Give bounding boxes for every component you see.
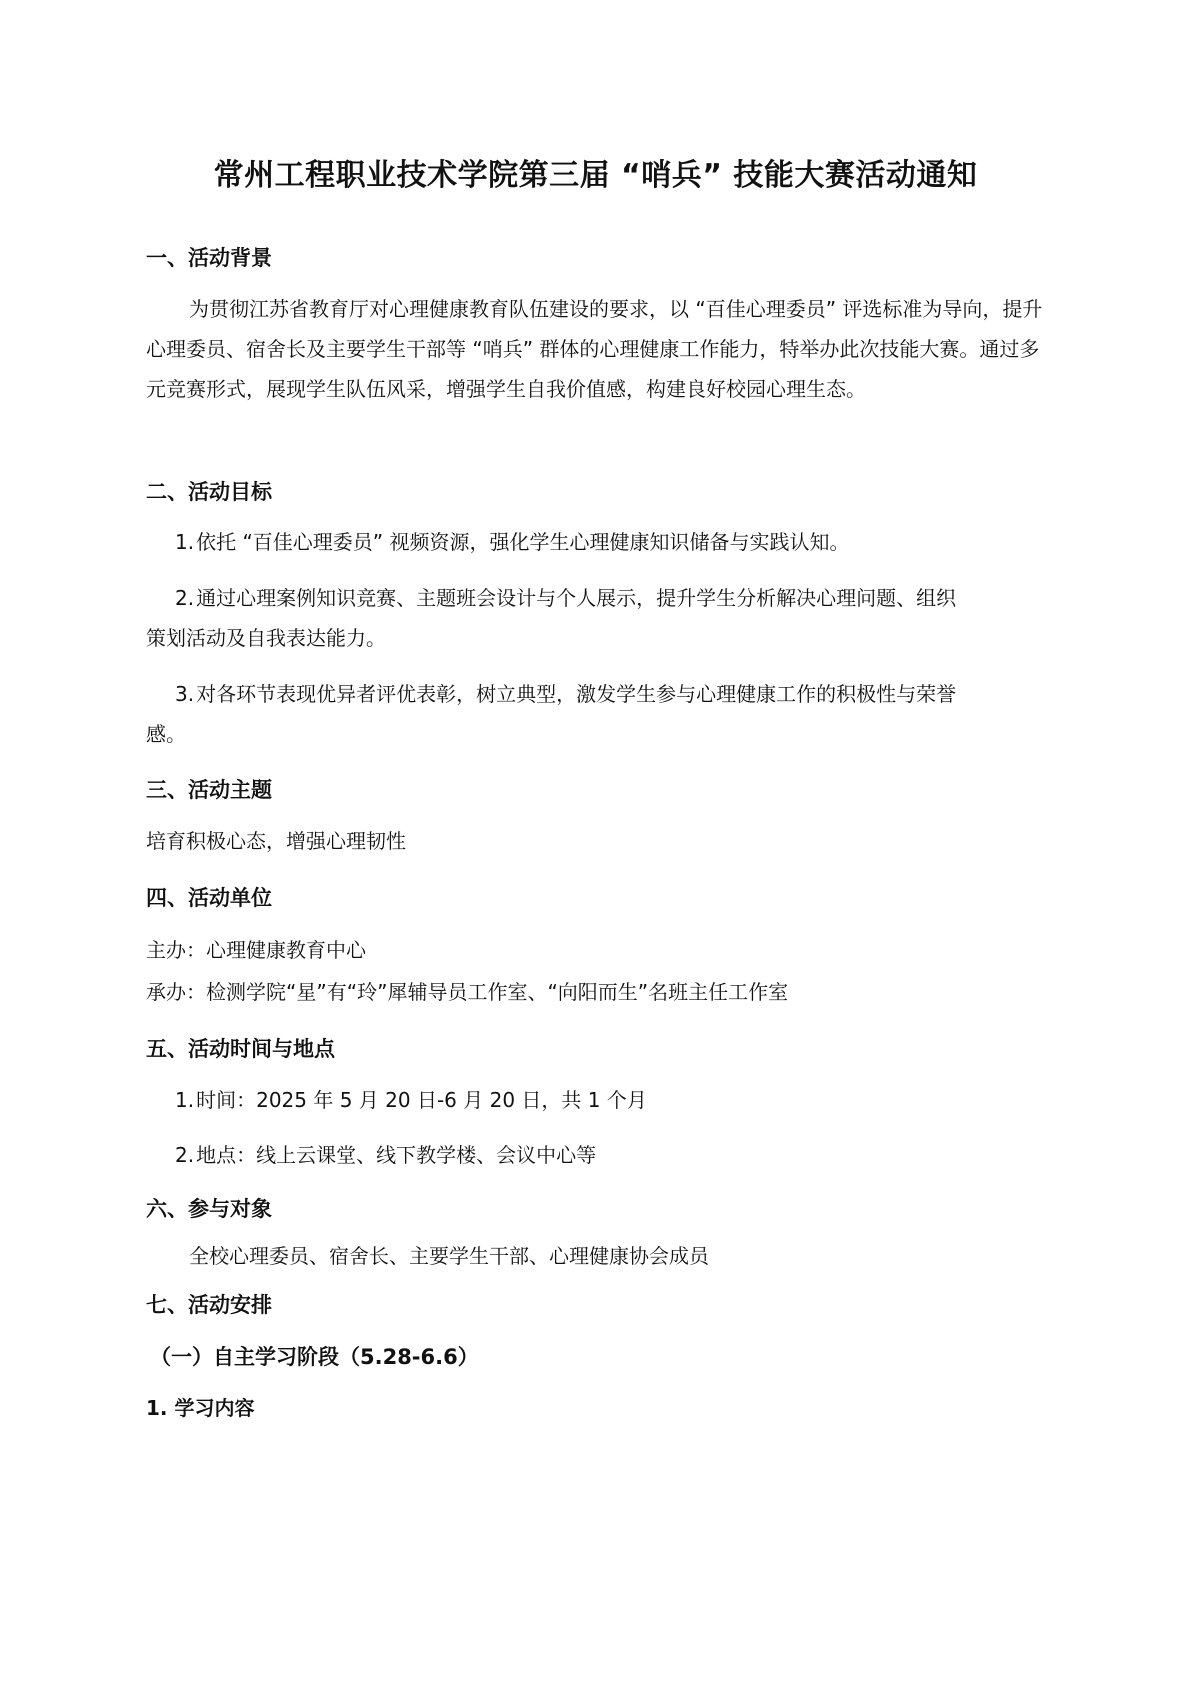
organizer-unit: 承办：检测学院“星”有“玲”犀辅导员工作室、“向阳而生”名班主任工作室: [146, 980, 789, 1004]
place-item-number: 2.: [175, 1143, 195, 1167]
section-heading-goals: 二、活动目标: [146, 480, 272, 504]
goal-item-number: 1.: [175, 530, 195, 554]
goal-item-number: 2.: [175, 586, 195, 610]
goal-item-1: [175, 522, 1051, 562]
goal-item-3: [175, 674, 1051, 714]
document-title: 常州工程职业技术学院第三届 “哨兵” 技能大赛活动通知: [213, 158, 978, 193]
schedule-subheading-self-study: （一）自主学习阶段（5.28-6.6）: [150, 1345, 479, 1369]
section-heading-time-place: 五、活动时间与地点: [146, 1037, 335, 1061]
place-item: [175, 1135, 1051, 1175]
theme-text: 培育积极心态，增强心理韧性: [146, 829, 406, 853]
section-body-background: 为贯彻江苏省教育厅对心理健康教育队伍建设的要求，以 “百佳心理委员” 评选标准为导向，提升心理委员、宿舍长及主要学生干部等 “哨兵” 群体的心理健康工作能力，特举办此次技能大赛。通过多元竞赛形式，展现学生队伍风采，增强学生自我价值感，构建良好校园心理生态。: [146, 297, 1043, 401]
section-heading-units: 四、活动单位: [146, 886, 272, 910]
time-item-number: 1.: [175, 1088, 195, 1112]
schedule-item-learning-content: 1. 学习内容: [146, 1396, 255, 1420]
time-item: [175, 1080, 1051, 1120]
goal-item-2-continuation: 策划活动及自我表达能力。: [146, 626, 386, 650]
section-heading-background: 一、活动背景: [146, 246, 272, 270]
section-heading-participants: 六、参与对象: [146, 1197, 272, 1221]
goal-item-text: 对各环节表现优异者评优表彰，树立典型，激发学生参与心理健康工作的积极性与荣誉: [196, 682, 957, 706]
time-item-text: 时间：2025 年 5 月 20 日-6 月 20 日，共 1 个月: [196, 1088, 647, 1112]
goal-item-2: [175, 578, 1051, 618]
section-heading-theme: 三、活动主题: [146, 778, 272, 802]
goal-item-text: 依托 “百佳心理委员” 视频资源，强化学生心理健康知识储备与实践认知。: [196, 530, 850, 554]
host-unit: 主办：心理健康教育中心: [146, 938, 366, 962]
goal-item-3-continuation: 感。: [146, 722, 186, 746]
place-item-text: 地点：线上云课堂、线下教学楼、会议中心等: [196, 1143, 597, 1167]
participants-text: 全校心理委员、宿舍长、主要学生干部、心理健康协会成员: [189, 1244, 709, 1268]
goal-item-text: 通过心理案例知识竞赛、主题班会设计与个人展示，提升学生分析解决心理问题、组织: [196, 586, 957, 610]
section-heading-schedule: 七、活动安排: [146, 1293, 272, 1317]
goal-item-number: 3.: [175, 682, 195, 706]
